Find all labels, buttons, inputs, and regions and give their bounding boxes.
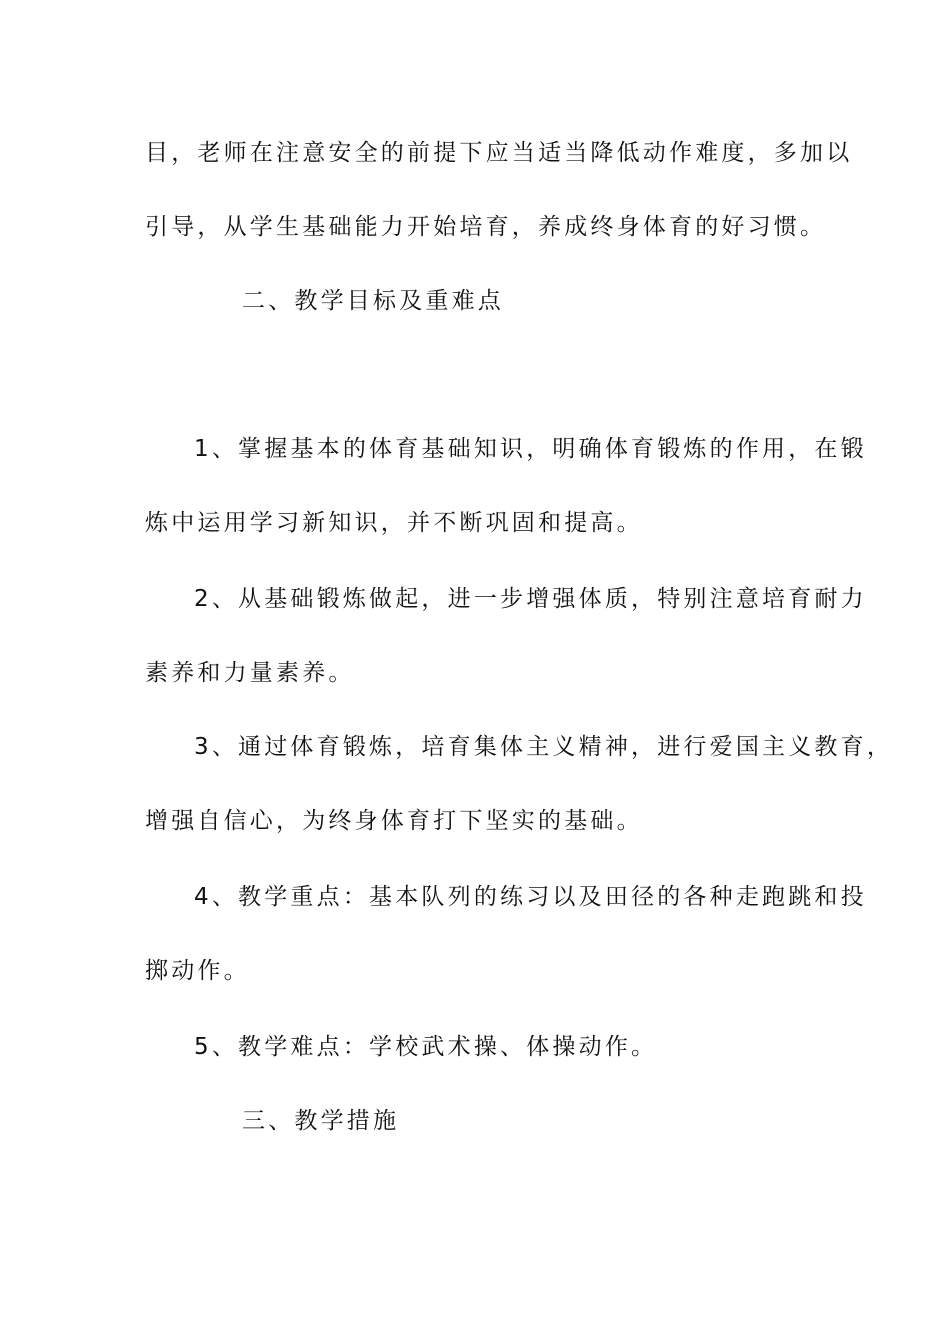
list-item-line: 1、掌握基本的体育基础知识，明确体育锻炼的作用，在锻 bbox=[194, 436, 867, 462]
list-item-line: 3、通过体育锻炼，培育集体主义精神，进行爱国主义教育， bbox=[194, 734, 894, 760]
section-heading: 三、教学措施 bbox=[242, 1108, 400, 1134]
list-item-line: 5、教学难点：学校武术操、体操动作。 bbox=[194, 1034, 658, 1060]
paragraph-line: 引导，从学生基础能力开始培育，养成终身体育的好习惯。 bbox=[145, 214, 827, 240]
section-heading: 二、教学目标及重难点 bbox=[242, 288, 504, 314]
list-item-line: 炼中运用学习新知识，并不断巩固和提高。 bbox=[145, 510, 643, 536]
list-item-line: 掷动作。 bbox=[145, 958, 250, 984]
paragraph-line: 目，老师在注意安全的前提下应当适当降低动作难度，多加以 bbox=[145, 140, 853, 166]
list-item-line: 增强自信心，为终身体育打下坚实的基础。 bbox=[145, 808, 643, 834]
list-item-line: 4、教学重点：基本队列的练习以及田径的各种走跑跳和投 bbox=[194, 884, 867, 910]
list-item-line: 2、从基础锻炼做起，进一步增强体质，特别注意培育耐力 bbox=[194, 586, 867, 612]
list-item-line: 素养和力量素养。 bbox=[145, 660, 355, 686]
